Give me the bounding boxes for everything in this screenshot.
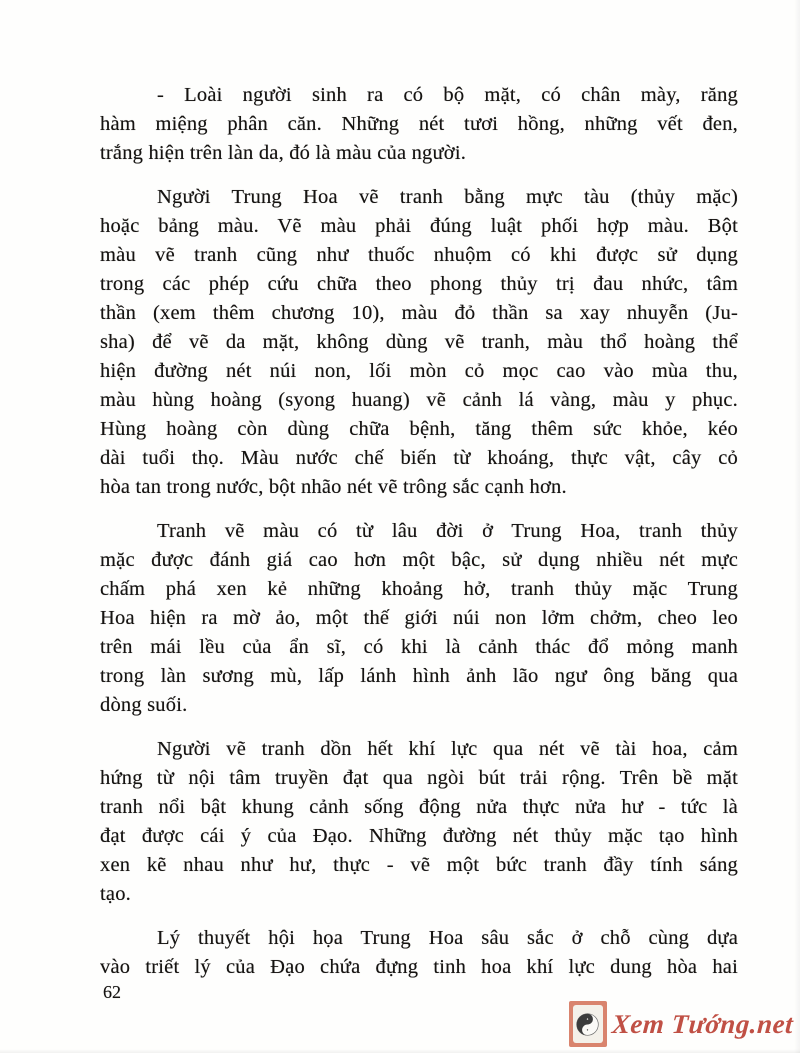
text-line: trên mái lều của ẩn sĩ, có khi là cảnh thác đổ mỏng manh — [100, 636, 738, 658]
page-number: 62 — [103, 982, 121, 1002]
text-line: Lý thuyết hội họa Trung Hoa sâu sắc ở chỗ cùng dựa — [157, 927, 738, 949]
text-line: xen kẽ nhau như hư, thực - vẽ một bức tranh đầy tính sáng — [100, 854, 738, 876]
text-line: chấm phá xen kẻ những khoảng hở, tranh thủy mặc Trung — [100, 578, 738, 600]
text-line: dài tuổi thọ. Màu nước chế biến từ khoáng, thực vật, cây cỏ — [100, 447, 738, 469]
text-line: đạt được cái ý của Đạo. Những đường nét thủy mặc tạo hình — [100, 825, 738, 847]
text-line: mặc được đánh giá cao hơn một bậc, sử dụng nhiều nét mực — [100, 549, 738, 571]
text-line: trong các phép cứu chữa theo phong thủy trị đau nhức, tâm — [100, 273, 738, 295]
text-line: Hùng hoàng còn dùng chữa bệnh, tăng thêm sức khỏe, kéo — [100, 418, 738, 440]
paragraph — [100, 183, 738, 502]
text-line: tạo. — [100, 883, 131, 905]
watermark — [569, 1000, 793, 1048]
text-line: màu hùng hoàng (syong huang) vẽ cảnh lá vàng, màu y phục. — [100, 389, 738, 411]
text-line: hứng từ nội tâm truyền đạt qua ngòi bút trải rộng. Trên bề mặt — [100, 767, 738, 789]
text-line: hoặc bảng màu. Vẽ màu phải đúng luật phối hợp màu. Bột — [100, 215, 738, 237]
paragraph-container — [100, 81, 738, 982]
text-line: - Loài người sinh ra có bộ mặt, có chân mày, răng — [157, 84, 738, 106]
paragraph — [100, 924, 738, 982]
paragraph — [100, 735, 738, 909]
watermark-text: Xem Tướng.net — [610, 1008, 795, 1039]
yin-yang-icon — [569, 1001, 607, 1047]
text-line: thần (xem thêm chương 10), màu đỏ thần sa xay nhuyễn (Ju- — [100, 302, 738, 324]
scan-edge-shading — [794, 0, 800, 1053]
text-line: hiện đường nét núi non, lối mòn cỏ mọc cao vào mùa thu, — [100, 360, 738, 382]
text-line: hàm miệng phân căn. Những nét tươi hồng, những vết đen, — [100, 113, 738, 135]
text-line: hòa tan trong nước, bột nhão nét vẽ trông sắc cạnh hơn. — [100, 476, 567, 498]
text-line: màu vẽ tranh cũng như thuốc nhuộm có khi được sử dụng — [100, 244, 738, 266]
text-line: vào triết lý của Đạo chứa đựng tinh hoa khí lực dung hòa hai — [100, 956, 738, 978]
paragraph — [100, 517, 738, 720]
text-line: dòng suối. — [100, 694, 188, 716]
paragraph — [100, 81, 738, 168]
scan-edge-shading — [0, 1049, 800, 1053]
text-line: Người vẽ tranh dồn hết khí lực qua nét vẽ tài hoa, cảm — [157, 738, 738, 760]
page-body — [100, 81, 738, 997]
text-line: sha) để vẽ da mặt, không dùng vẽ tranh, màu thổ hoàng thể — [100, 331, 738, 353]
text-line: trắng hiện trên làn da, đó là màu của người. — [100, 142, 467, 164]
text-line: Tranh vẽ màu có từ lâu đời ở Trung Hoa, tranh thủy — [157, 520, 738, 542]
text-line: Hoa hiện ra mờ ảo, một thế giới núi non lởm chởm, cheo leo — [100, 607, 738, 629]
text-line: Người Trung Hoa vẽ tranh bằng mực tàu (thủy mặc) — [157, 186, 738, 208]
text-line: trong làn sương mù, lấp lánh hình ảnh lão ngư ông băng qua — [100, 665, 738, 687]
text-line: tranh nổi bật khung cảnh sống động nửa thực nửa hư - tức là — [100, 796, 738, 818]
